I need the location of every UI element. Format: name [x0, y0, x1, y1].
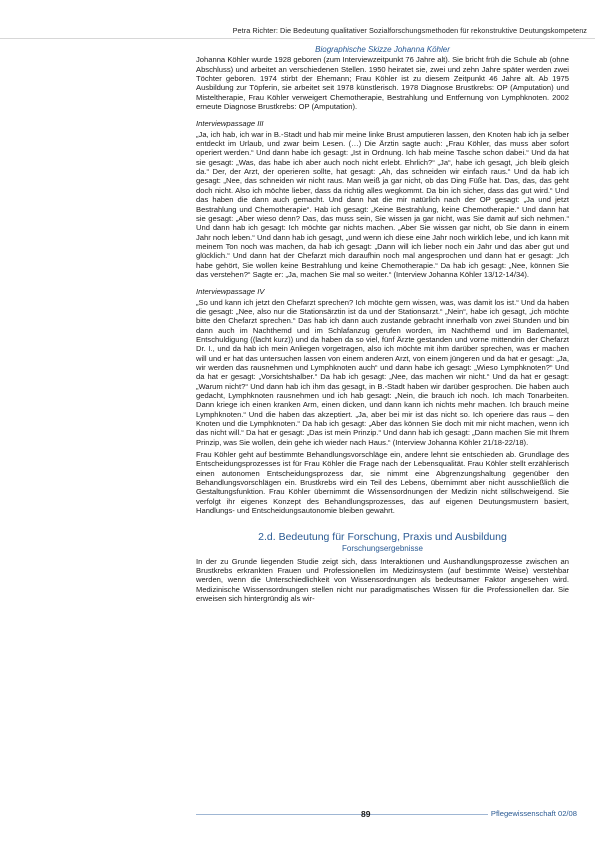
- running-title: Petra Richter: Die Bedeutung qualitativer Sozialforschungsmethoden für rekonstruktive Deutungskompetenz: [232, 26, 587, 35]
- passage-4-heading: Interviewpassage IV: [196, 287, 265, 297]
- passage-4-text: „So und kann ich jetzt den Chefarzt sprechen? Ich möchte gern wissen, was, was damit los ist.“ Und da haben die gesagt: „Nee, also nur die Stationsärztin ist da und der Stationsarzt.“ „Nein“, habe ich gesagt, „ich möchte bitte den Chefarzt sprechen.“ Das hab ich dann auch zustande gebracht innerhalb von zwei Stunden und bin dann auch im Nachthemd und im Schlafanzug gerufen worden, im Nachthemd und im Bademantel, Entschuldigung ((lacht kurz)) und da haben da so viel, fünf Ärzte gestanden und vorne mittendrin der Chefarzt Dr. I., und da hab ich mein Anliegen vorgetragen, also ich möchte mit ihm darüber sprechen, was er machen will und er hat das untersuchen lassen von einem anderen Arzt, von einem jüngeren und da hat er gesagt: „Ja, wir werden das rausnehmen und Lymphknoten auch“ und dann habe ich gesagt: „Wieso Lymphknoten?“ Und da hat er gesagt: „Vorsichtshalber.“ Da hab ich gesagt: „Nee, das machen wir nicht.“ Und da hat er gesagt: „Warum nicht?“ Und dann hab ich ihm das gesagt, in B.-Stadt haben wir darüber gesprochen. Die haben auch gedacht, Lymphknoten rausnehmen und ich hab gesagt: „Nein, die brauch ich noch. Ich mach Tonarbeiten. Dann kriege ich einen kranken Arm, einen dicken, und dann kann ich nichts mehr machen. Ich brauch meine Lymphknoten.“ Und die haben das akzeptiert. „Ja, aber bei mir ist das nicht so. Ich operiere das raus – den Knoten und die Lymphknoten.“ Da hab ich gesagt: „Aber das können Sie doch mit mir nicht machen, wenn ich das nicht will.“ Da hat er gesagt: „Das ist mein Prinzip.“ Und dann hab ich gesagt: „Dann machen Sie mit Ihrem Prinzip, was Sie wollen, dein gehe ich wieder nach Haus.“ (Interview Johanna Köhler 21/18-22/18).: [196, 297, 569, 447]
- bio-text: Johanna Köhler wurde 1928 geboren (zum Interviewzeitpunkt 76 Jahre alt). Sie bricht früh die Schule ab (ohne Abschluss) und arbeitet an verschiedenen Stellen. 1950 heiratet sie, zwei und zehn Jahre später werden zwei Töchter geboren. 1974 stirbt der Ehemann; Frau Köhler ist zu diesem Zeitpunkt 46 Jahre alt. Ab 1975 Ausbildung zur Töpferin, sie arbeitet seit 1978 künstlerisch. 1978 Diagnose Brustkrebs: OP (Amputation) und Misteltherapie, Frau Köhler verweigert Chemotherapie, Bestrahlung und Entfernung von Lymphknoten. 2002 erneute Diagnose Brustkrebs: OP (Amputation).: [196, 55, 569, 112]
- passage-3-text: „Ja, ich hab, ich war in B.-Stadt und hab mir meine linke Brust amputieren lassen, den Knoten hab ich ja selber entdeckt im Urlaub, und zwar beim Lesen. (…) Die Ärztin sagte auch: „Frau Köhler, das muss aber sofort operiert werden.“ Und dann habe ich gesagt: „Ist in Ordnung. Ich hab meine Tasche schon dabei.“ Und da hat sie gesagt: „Was, das habe ich aber auch noch nicht erlebt. Ehrlich?“ „Ja“, habe ich gesagt, „ich bleib gleich da.“ Der, der Arzt, der operieren sollte, hat gesagt: „Ah, das schneiden wir einfach raus.“ Und da hab ich gesagt: „Nee, das schneiden wir nicht raus. Man weiß ja gar nicht, ob das Ding Füße hat. Das, das, das geht doch nicht. Also ich möchte lieber, dass da richtig alles wegkommt. Da bin ich sicher, dass das gut wird.“ Und das haben die dann auch gemacht. Und dann hat die mir natürlich nach der OP gesagt: „Ja und jetzt Bestrahlung und Chemotherapie“. Hab ich gesagt: „Keine Bestrahlung, keine Chemotherapie.“ Und dann hat sie gesagt: „Aber wieso denn? Das, das muss sein, Sie wissen ja gar nicht, was Sie damit auf sich nehmen.“ Und dann hab ich gesagt: Ich möchte gar nichts machen. „Aber Sie wissen gar nicht, ob Sie dann in einem Jahr noch leben.“ Und dann hab ich gesagt, „und wenn ich diese eine Jahr noch wirklich lebe, und ich kann mit meinem Ton noch was machen, da hab ich gesagt: „Dann will ich lieber noch ein Jahr und das aber gut und glücklich.“ Und dann hat der Chefarzt mich daraufhin noch mal angesprochen und dann hat er gesagt: „Ich habe gehört, Sie wollen keine Bestrahlung und keine Chemotherapie.“ Da hab ich gesagt: „Nee, können Sie das verstehen?“ Sagte er: „Ja, machen Sie mal so weiter.“ (Interview Johanna Köhler 13/12-14/34).: [196, 129, 569, 279]
- summary-text: Frau Köhler geht auf bestimmte Behandlungsvorschläge ein, andere lehnt sie entschieden ab. Grundlage des Entscheidungsprozesses ist für Frau Köhler die Frage nach der Lebensqualität. Frau Köhler stellt erzählerisch einen autonomen Entscheidungsprozess dar, sie nimmt eine Abgrenzungshaltung gegenüber den Behandlungsvorschlägen ein. Brustkrebs wird ein Teil des Lebens, übernimmt aber nicht ausschließlich die Gestaltungsfunktion. Frau Köhler übernimmt die Wissensordnungen der Medizin nicht stillschweigend. Sie verfolgt ihr eigenes Konzept des Behandlungsprozesses, das auf eigenen Deutungsmustern basiert, Handlungs- und Entscheidungsautonomie bleiben gewahrt.: [196, 450, 569, 516]
- section-text: In der zu Grunde liegenden Studie zeigt sich, dass Interaktionen und Aushandlungsprozesse zwischen an Brustkrebs erkrankten Frauen und Professionellen im Medizinsystem (auf bestimmte Weise) verstehbar werden, wenn die Unterschiedlichkeit von Wissensordnungen als bedeutsamer Faktor angesehen wird. Medizinische Wissensordnungen stellen nicht nur paradigmatisches Wissen für die Professionellen dar. Sie erweisen sich hintergründig als wir-: [196, 556, 569, 603]
- section-title: 2.d. Bedeutung für Forschung, Praxis und Ausbildung: [258, 530, 507, 543]
- page-number: 89: [361, 809, 371, 819]
- section-subtitle: Forschungsergebnisse: [342, 543, 423, 553]
- journal-name: Pflegewissenschaft 02/08: [488, 809, 577, 818]
- page-header: [0, 0, 595, 44]
- passage-3-heading: Interviewpassage III: [196, 119, 264, 129]
- bio-title: Biographische Skizze Johanna Köhler: [315, 45, 450, 54]
- main-content: [196, 45, 569, 603]
- header-divider: [0, 38, 595, 39]
